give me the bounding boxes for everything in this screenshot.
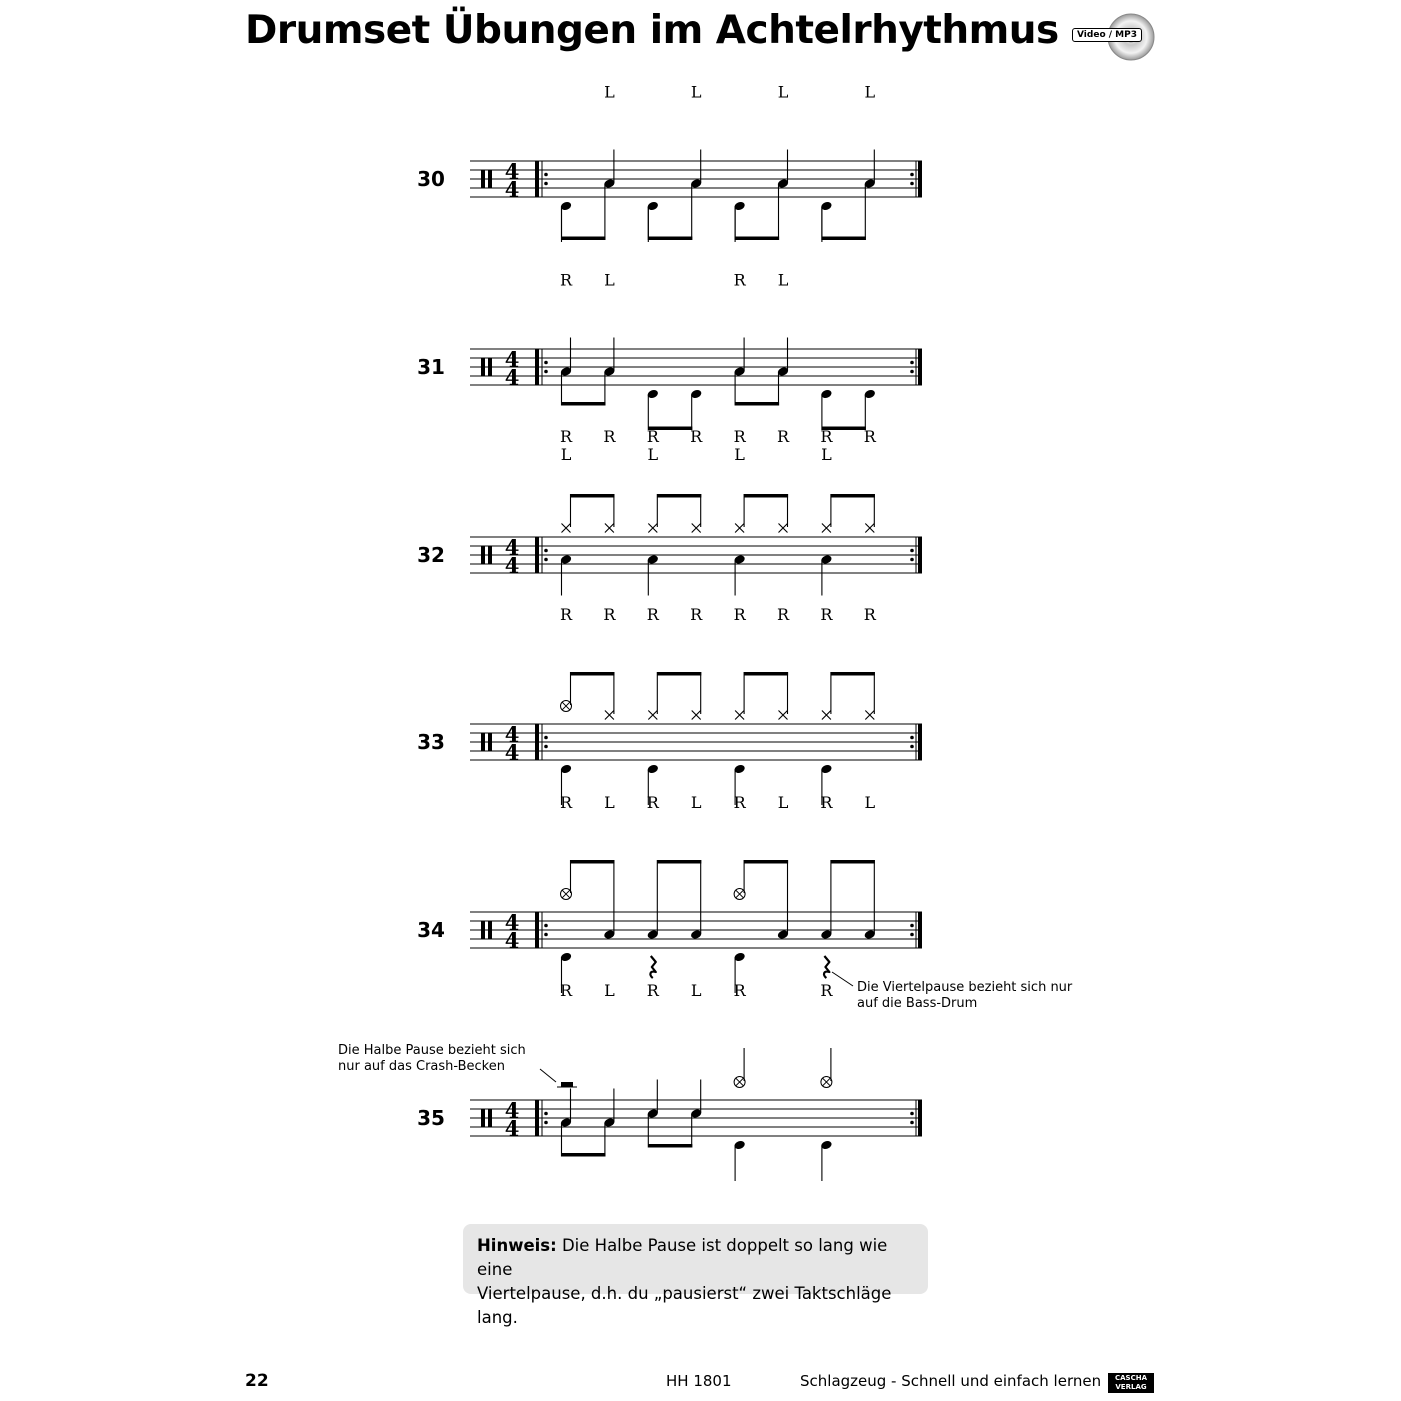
sticking-letter: R (820, 981, 833, 1000)
percussion-clef (488, 546, 492, 564)
note-beam (822, 237, 866, 241)
note-beam (648, 237, 692, 241)
exercise-33 (417, 605, 922, 805)
repeat-end-thick (918, 161, 922, 197)
repeat-dot (910, 182, 914, 186)
sticking-letter: L (690, 793, 702, 812)
exercise-number: 32 (417, 543, 445, 567)
time-signature-top: 4 (504, 722, 520, 747)
time-signature-bottom: 4 (504, 1116, 520, 1141)
exercise-35 (417, 981, 922, 1181)
note-beam (831, 860, 875, 864)
hint-text-line2: Viertelpause, d.h. du „pausierst“ zwei Taktschläge lang. (477, 1284, 892, 1327)
hihat-notehead (779, 711, 788, 720)
repeat-end-thick (918, 537, 922, 573)
repeat-dot (910, 173, 914, 177)
repeat-dot (910, 370, 914, 374)
sticking-letter: L (604, 793, 615, 812)
repeat-dot (544, 924, 548, 928)
sticking-letter: R (733, 793, 746, 812)
percussion-clef (481, 546, 485, 564)
repeat-dot (544, 736, 548, 740)
repeat-dot (544, 1112, 548, 1116)
note-beam (831, 672, 875, 676)
hihat-notehead (865, 524, 874, 533)
hint-label: Hinweis: (477, 1236, 557, 1255)
repeat-dot (910, 745, 914, 749)
publisher-line2: VERLAG (1115, 1383, 1147, 1391)
sticking-letter: R (646, 981, 659, 1000)
repeat-end-thick (918, 724, 922, 760)
sticking-letter: L (821, 445, 832, 464)
sticking-letter: L (604, 981, 615, 1000)
sticking-letter: R (559, 270, 573, 290)
sticking-letter: L (560, 445, 572, 464)
percussion-clef (488, 733, 492, 751)
exercise-number: 31 (417, 355, 445, 379)
hihat-notehead (605, 524, 614, 533)
note-beam (831, 494, 875, 498)
note-beam (744, 860, 788, 864)
note-beam (562, 237, 606, 241)
annotation-pointer (832, 972, 853, 986)
sticking-letter: R (776, 605, 790, 624)
sticking-letter: R (690, 427, 703, 446)
note-beam (744, 494, 788, 498)
hihat-notehead (648, 524, 657, 533)
sticking-letter: R (863, 605, 876, 624)
page-number: 22 (245, 1371, 269, 1391)
half-rest (561, 1082, 573, 1087)
repeat-dot (544, 549, 548, 553)
time-signature-top: 4 (504, 1098, 520, 1123)
repeat-end-thick (918, 349, 922, 385)
percussion-clef (481, 921, 485, 939)
repeat-dot (544, 558, 548, 562)
note-beam (735, 237, 779, 241)
time-signature-bottom: 4 (504, 740, 520, 765)
hihat-notehead (779, 524, 788, 533)
percussion-clef (481, 170, 485, 188)
sticking-letter: R (733, 270, 746, 290)
sticking-letter: R (776, 427, 790, 446)
repeat-start-thick (535, 349, 539, 385)
exercise-31 (417, 271, 922, 431)
sticking-letter: R (690, 605, 703, 624)
publisher-logo (1108, 1373, 1154, 1393)
publisher-line1: CASCHA (1114, 1374, 1147, 1382)
sticking-letter: R (559, 605, 573, 624)
sticking-letter: L (864, 793, 876, 812)
percussion-clef (481, 358, 485, 376)
sticking-letter: L (734, 445, 745, 464)
note-beam (657, 672, 701, 676)
catalog-number: HH 1801 (666, 1372, 732, 1390)
sticking-letter: R (646, 605, 659, 624)
repeat-start-thick (535, 912, 539, 948)
repeat-end-thick (918, 912, 922, 948)
repeat-dot (910, 549, 914, 553)
repeat-dot (544, 370, 548, 374)
repeat-dot (910, 1112, 914, 1116)
repeat-dot (544, 173, 548, 177)
note-beam (735, 402, 779, 406)
note-beam (657, 494, 701, 498)
repeat-start-thick (535, 724, 539, 760)
sticking-letter: L (647, 445, 659, 464)
sticking-letter: R (559, 427, 573, 446)
repeat-start-thick (535, 537, 539, 573)
sticking-letter: R (603, 427, 616, 446)
percussion-clef (488, 921, 492, 939)
exercise-32 (417, 427, 922, 596)
sticking-letter: R (559, 981, 573, 1000)
sticking-letter: L (604, 270, 615, 290)
hihat-notehead (865, 711, 874, 720)
percussion-clef (481, 733, 485, 751)
book-title: Schlagzeug - Schnell und einfach lernen (800, 1372, 1102, 1390)
note-beam (562, 402, 606, 406)
note-beam (648, 1144, 692, 1148)
hihat-notehead (822, 711, 831, 720)
hihat-notehead (735, 711, 744, 720)
sticking-letter: L (604, 82, 615, 102)
repeat-dot (544, 1121, 548, 1125)
hihat-notehead (648, 711, 657, 720)
repeat-start-thick (535, 161, 539, 197)
time-signature-top: 4 (504, 535, 520, 560)
exercise-30 (417, 83, 922, 243)
quarter-rest (824, 956, 829, 978)
note-beam (657, 860, 701, 864)
repeat-dot (544, 182, 548, 186)
repeat-dot (910, 558, 914, 562)
hint-text-line1: Die Halbe Pause ist doppelt so lang wie eine (477, 1236, 888, 1279)
percussion-clef (481, 1109, 485, 1127)
sticking-letter: R (820, 427, 833, 446)
page-title: Drumset Übungen im Achtelrhythmus (245, 8, 1059, 53)
hihat-notehead (692, 711, 701, 720)
hihat-notehead (822, 524, 831, 533)
hint-box (463, 1224, 928, 1327)
time-signature-top: 4 (504, 159, 520, 184)
sticking-letter: R (733, 427, 746, 446)
exercise-34 (417, 793, 922, 993)
sticking-letter: L (864, 82, 876, 102)
repeat-dot (910, 933, 914, 937)
quarter-rest (650, 956, 655, 978)
time-signature-bottom: 4 (504, 365, 520, 390)
note-beam (744, 672, 788, 676)
repeat-dot (544, 745, 548, 749)
note-beam (571, 494, 615, 498)
repeat-dot (910, 361, 914, 365)
repeat-dot (544, 361, 548, 365)
sticking-letter: R (603, 605, 616, 624)
sticking-letter: R (646, 427, 659, 446)
sticking-letter: R (559, 793, 573, 812)
sticking-letter: R (646, 793, 659, 812)
exercise-number: 30 (417, 167, 445, 191)
repeat-start-thick (535, 1100, 539, 1136)
time-signature-top: 4 (504, 347, 520, 372)
sticking-letter: L (777, 270, 789, 290)
exercise-number: 35 (417, 1106, 445, 1130)
sticking-letter: L (690, 82, 702, 102)
repeat-end-thick (918, 1100, 922, 1136)
percussion-clef (488, 358, 492, 376)
time-signature-bottom: 4 (504, 553, 520, 578)
sticking-letter: R (733, 981, 746, 1000)
half-rest-annotation: Die Halbe Pause bezieht sich nur auf das Crash-Becken (338, 1043, 526, 1074)
hihat-notehead (735, 524, 744, 533)
exercise-number: 34 (417, 918, 445, 942)
media-label: Video / MP3 (1072, 28, 1142, 42)
hihat-notehead (605, 711, 614, 720)
hihat-notehead (692, 524, 701, 533)
percussion-clef (488, 1109, 492, 1127)
sticking-letter: R (733, 605, 746, 624)
quarter-rest-annotation: Die Viertelpause bezieht sich nur auf die Bass-Drum (857, 980, 1073, 1011)
sticking-letter: L (690, 981, 702, 1000)
time-signature-bottom: 4 (504, 928, 520, 953)
sticking-letter: R (863, 427, 876, 446)
repeat-dot (910, 736, 914, 740)
note-beam (562, 1153, 606, 1157)
sticking-letter: L (777, 793, 789, 812)
exercise-number: 33 (417, 730, 445, 754)
sticking-letter: R (820, 793, 833, 812)
repeat-dot (544, 933, 548, 937)
sticking-letter: R (820, 605, 833, 624)
time-signature-top: 4 (504, 910, 520, 935)
sticking-letter: L (777, 82, 789, 102)
note-beam (571, 672, 615, 676)
repeat-dot (910, 924, 914, 928)
note-beam (571, 860, 615, 864)
hihat-notehead (562, 524, 571, 533)
percussion-clef (488, 170, 492, 188)
repeat-dot (910, 1121, 914, 1125)
time-signature-bottom: 4 (504, 177, 520, 202)
